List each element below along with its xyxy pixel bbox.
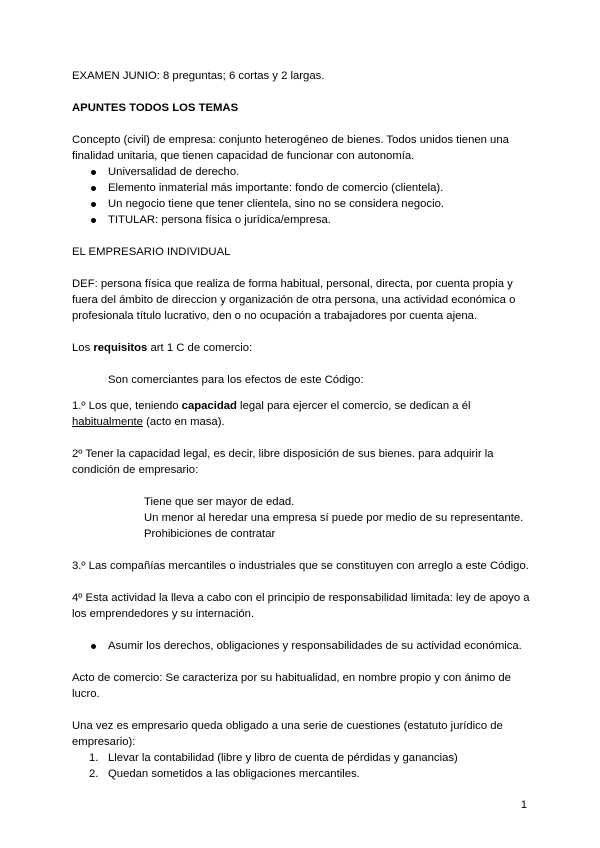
item-2-paragraph: 2º Tener la capacidad legal, es decir, libre disposición de sus bienes. para adquirir la condición de empresario: [72, 448, 494, 476]
item-2-sublist [72, 494, 532, 542]
exam-line: EXAMEN JUNIO: 8 preguntas; 6 cortas y 2 largas. [72, 70, 325, 82]
list-item: Universalidad de derecho. [89, 164, 532, 180]
requirements-bold: requisitos [93, 342, 148, 354]
list-item: Elemento inmaterial más importante: fondo de comercio (clientela). [89, 180, 532, 196]
concept-bullet-list [72, 164, 532, 228]
list-item: 1. Llevar la contabilidad (libre y libro de cuenta de pérdidas y ganancias) [89, 752, 458, 764]
list-item: Prohibiciones de contratar [144, 528, 276, 540]
definition-paragraph: DEF: persona física que realiza de forma habitual, personal, directa, por cuenta propia y fuera del ámbito de direccion y organización de otra persona, una actividad económica o profesionala título lucrativo, den o no ocupación a trabajadores por cuenta ajena. [72, 278, 516, 322]
item-4-paragraph: 4º Esta actividad la lleva a cabo con el principio de responsabilidad limitada: ley de apoyo a los emprendedores y su internación. [72, 592, 530, 620]
list-item: 2. Quedan sometidos a las obligaciones mercantiles. [89, 768, 360, 780]
list-item: TITULAR: persona física o jurídica/empresa. [89, 212, 532, 228]
underlined-word: habitualmente [72, 416, 143, 428]
page-title: APUNTES TODOS LOS TEMAS [72, 102, 239, 114]
requirements-line: Los requisitos art 1 C de comercio: [72, 342, 253, 354]
item-1-paragraph: 1.º Los que, teniendo capacidad legal para ejercer el comercio, se dedican a él habitualmente (acto en masa). [72, 400, 471, 428]
obligations-list [72, 750, 532, 782]
acto-comercio-paragraph: Acto de comercio: Se caracteriza por su habitualidad, en nombre propio y con ánimo de lucro. [72, 672, 511, 700]
item-3-paragraph: 3.º Las compañías mercantiles o industriales que se constituyen con arreglo a este Código. [72, 560, 529, 572]
concept-intro: Concepto (civil) de empresa: conjunto heterogéneo de bienes. Todos unidos tienen una finalidad unitaria, que tienen capacidad de funcionar con autonomía. [72, 134, 509, 162]
comerciantes-line: Son comerciantes para los efectos de este Código: [108, 374, 364, 386]
list-item: Asumir los derechos, obligaciones y responsabilidades de su actividad económica. [89, 638, 532, 654]
document-page [72, 68, 532, 782]
list-item: Un menor al heredar una empresa sí puede por medio de su representante. [144, 512, 524, 524]
assume-bullet-list [72, 638, 532, 654]
estatuto-paragraph: Una vez es empresario queda obligado a una serie de cuestiones (estatuto jurídico de empresario): [72, 720, 503, 748]
page-number: 1 [520, 799, 527, 811]
list-item: Tiene que ser mayor de edad. [144, 496, 295, 508]
section-heading: EL EMPRESARIO INDIVIDUAL [72, 246, 231, 258]
list-item: Un negocio tiene que tener clientela, sino no se considera negocio. [89, 196, 532, 212]
